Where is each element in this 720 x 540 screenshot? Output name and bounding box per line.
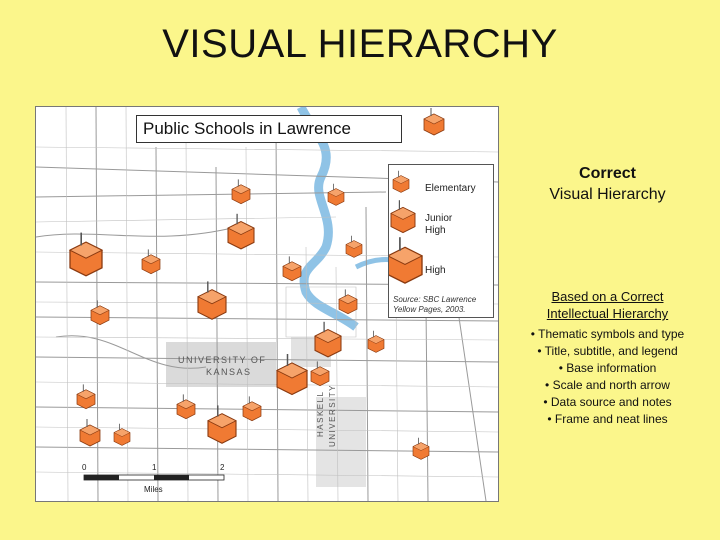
scale-tick-2: 2	[220, 463, 225, 472]
haskell-label-line2: UNIVERSITY	[328, 383, 337, 447]
side-heading-line1: Correct	[579, 165, 636, 182]
list-item: • Frame and neat lines	[500, 411, 715, 428]
haskell-label-line1: HASKELL	[316, 390, 325, 437]
university-label-line1: UNIVERSITY OF	[178, 355, 267, 365]
scale-bar	[80, 463, 230, 495]
scale-tick-1: 1	[152, 463, 157, 472]
side-subheading-line1: Based on a Correct	[551, 289, 664, 304]
map-title: Public Schools in Lawrence	[136, 115, 402, 143]
side-subheading-line2: Intellectual Hierarchy	[546, 306, 669, 321]
scale-unit: Miles	[144, 485, 163, 494]
side-heading-line2: Visual Hierarchy	[549, 186, 666, 203]
legend-junior-high-line2: High	[425, 225, 446, 236]
legend-high: High	[425, 265, 446, 276]
map-legend	[388, 164, 494, 318]
list-item: • Title, subtitle, and legend	[500, 343, 715, 360]
side-heading	[510, 163, 705, 205]
hierarchy-list	[500, 326, 715, 428]
list-item: • Scale and north arrow	[500, 377, 715, 394]
scale-tick-0: 0	[82, 463, 87, 472]
university-label-line2: KANSAS	[206, 367, 252, 377]
legend-source	[393, 295, 493, 315]
legend-source-line1: Source: SBC Lawrence	[393, 295, 477, 304]
list-item: • Thematic symbols and type	[500, 326, 715, 343]
map-image	[35, 106, 499, 502]
list-item: • Base information	[500, 360, 715, 377]
side-subheading	[510, 288, 705, 322]
legend-elementary: Elementary	[425, 183, 476, 194]
list-item: • Data source and notes	[500, 394, 715, 411]
legend-source-line2: Yellow Pages, 2003.	[393, 305, 466, 314]
legend-junior-high-line1: Junior	[425, 213, 453, 224]
slide-title: VISUAL HIERARCHY	[162, 22, 558, 66]
